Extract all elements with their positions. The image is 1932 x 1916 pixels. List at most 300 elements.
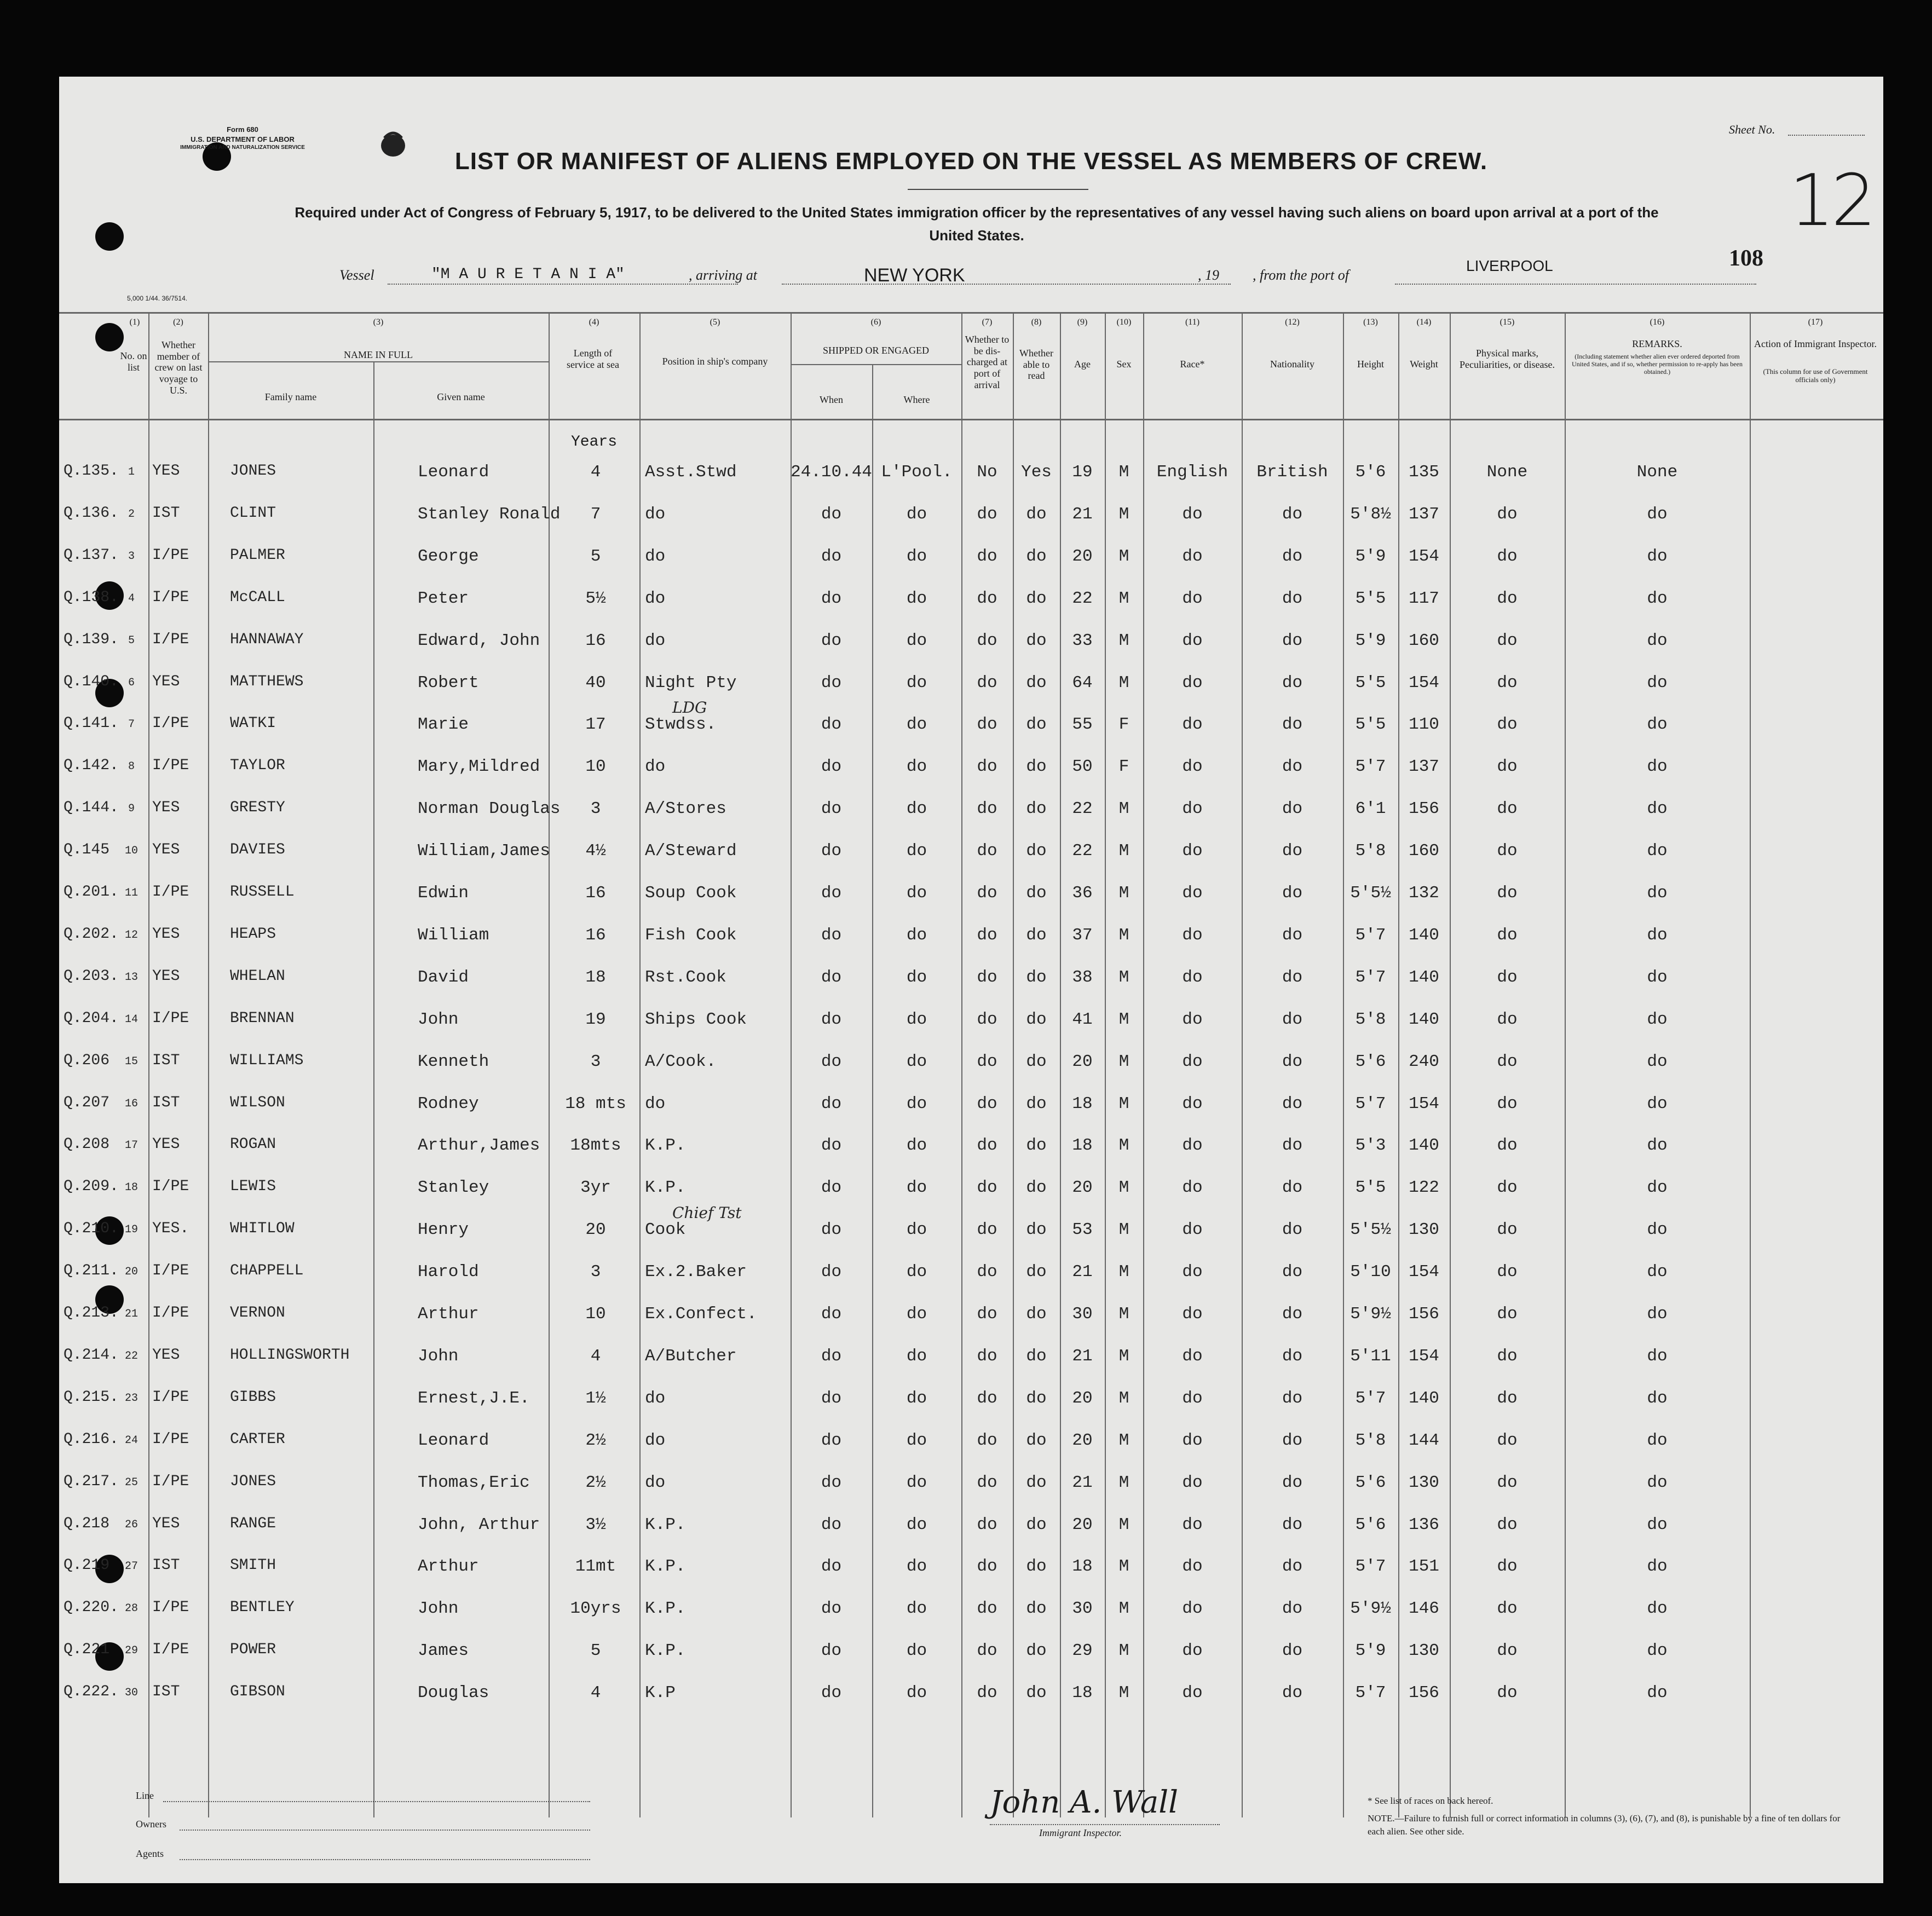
cell-discharged: do xyxy=(977,1515,997,1534)
cell-length-of-service: 10yrs xyxy=(570,1599,621,1619)
cell-able-to-read: do xyxy=(1026,799,1047,819)
col-header-last-voyage: Whether member of crew on last voyage to U.S. xyxy=(154,339,203,396)
cell-sex: M xyxy=(1118,1683,1129,1703)
cell-race: do xyxy=(1182,1052,1203,1071)
cell-nationality: do xyxy=(1282,1178,1303,1198)
cell-row-ref: Q.220. xyxy=(64,1599,119,1617)
cell-nationality: do xyxy=(1282,1220,1303,1240)
cell-age: 30 xyxy=(1072,1305,1093,1324)
inspector-label: Immigrant Inspector. xyxy=(1039,1827,1122,1838)
cell-able-to-read: do xyxy=(1026,1346,1047,1366)
cell-weight: 132 xyxy=(1409,884,1439,903)
print-code: 5,000 1/44. 36/7514. xyxy=(127,295,188,302)
cell-position: Fish Cook xyxy=(645,925,737,945)
cell-row-number: 5 xyxy=(128,634,135,647)
cell-family-name: POWER xyxy=(230,1641,276,1659)
cell-shipped-when: do xyxy=(821,1178,842,1198)
cell-sex: M xyxy=(1118,1305,1129,1324)
cell-physical-marks: do xyxy=(1497,1009,1518,1029)
cell-age: 41 xyxy=(1072,1009,1093,1029)
cell-family-name: CARTER xyxy=(230,1430,285,1448)
cell-sex: M xyxy=(1118,1220,1129,1240)
cell-age: 22 xyxy=(1072,799,1093,819)
cell-family-name: HOLLINGSWORTH xyxy=(230,1346,350,1364)
cell-nationality: do xyxy=(1282,1009,1303,1029)
cell-given-name: Thomas,Eric xyxy=(418,1473,530,1492)
cell-weight: 156 xyxy=(1409,799,1439,819)
cell-remarks: do xyxy=(1647,1388,1668,1408)
cell-position-note: LDG xyxy=(672,699,707,717)
cell-physical-marks: do xyxy=(1497,1136,1518,1156)
cell-remarks: do xyxy=(1647,884,1668,903)
cell-weight: 240 xyxy=(1409,1052,1439,1071)
cell-member-last-voyage: YES xyxy=(152,925,180,943)
cell-member-last-voyage: I/PE xyxy=(152,757,189,775)
cell-family-name: JONES xyxy=(230,463,276,480)
cell-discharged: do xyxy=(977,884,997,903)
cell-discharged: do xyxy=(977,504,997,524)
cell-able-to-read: do xyxy=(1026,1178,1047,1198)
cell-discharged: do xyxy=(977,546,997,566)
cell-discharged: No xyxy=(977,463,997,482)
cell-age: 21 xyxy=(1072,504,1093,524)
cell-remarks: do xyxy=(1647,1557,1668,1577)
cell-row-number: 20 xyxy=(124,1266,138,1279)
cell-race: do xyxy=(1182,1220,1203,1240)
cell-given-name: William,James xyxy=(418,841,550,861)
col-header-when: When xyxy=(820,394,843,405)
cell-remarks: do xyxy=(1647,504,1668,524)
cell-age: 30 xyxy=(1072,1599,1093,1619)
cell-sex: M xyxy=(1118,1262,1129,1282)
cell-physical-marks: do xyxy=(1497,884,1518,903)
cell-shipped-when: do xyxy=(821,1683,842,1703)
cell-row-number: 17 xyxy=(124,1139,138,1152)
col-header-length-of-service: Length of service at sea xyxy=(567,348,619,370)
table-row xyxy=(59,673,1883,715)
cell-length-of-service: 18 mts xyxy=(565,1094,626,1113)
table-row xyxy=(59,589,1883,631)
cell-family-name: SMITH xyxy=(230,1557,276,1574)
cell-row-number: 8 xyxy=(128,760,135,774)
col-header-height: Height xyxy=(1357,359,1384,370)
cell-nationality: do xyxy=(1282,1683,1303,1703)
cell-position-note: Chief Tst xyxy=(672,1204,742,1222)
cell-position: K.P xyxy=(645,1683,676,1703)
cell-race: do xyxy=(1182,1346,1203,1366)
cell-shipped-where: do xyxy=(906,1683,927,1703)
table-row xyxy=(59,1683,1883,1725)
cell-length-of-service: 3½ xyxy=(585,1515,606,1534)
cell-sex: M xyxy=(1118,673,1129,692)
cell-given-name: Arthur xyxy=(418,1305,479,1324)
cell-family-name: CHAPPELL xyxy=(230,1262,304,1280)
cell-age: 55 xyxy=(1072,715,1093,735)
cell-shipped-when: do xyxy=(821,1388,842,1408)
cell-discharged: do xyxy=(977,1430,997,1450)
cell-race: do xyxy=(1182,884,1203,903)
cell-row-number: 7 xyxy=(128,718,135,731)
cell-row-ref: Q.135. xyxy=(64,463,119,480)
cell-row-ref: Q.215. xyxy=(64,1388,119,1406)
cell-sex: M xyxy=(1118,1473,1129,1492)
cell-physical-marks: do xyxy=(1497,1683,1518,1703)
cell-age: 36 xyxy=(1072,884,1093,903)
cell-row-number: 6 xyxy=(128,676,135,689)
cell-race: do xyxy=(1182,1305,1203,1324)
cell-physical-marks: do xyxy=(1497,1599,1518,1619)
cell-age: 19 xyxy=(1072,463,1093,482)
cell-nationality: do xyxy=(1282,588,1303,608)
cell-shipped-where: do xyxy=(906,1599,927,1619)
cell-position: do xyxy=(645,546,666,566)
cell-height: 5'7 xyxy=(1355,967,1386,987)
service-name: IMMIGRATION AND NATURALIZATION SERVICE xyxy=(180,145,305,151)
cell-position: K.P. xyxy=(645,1178,686,1198)
cell-length-of-service: 3 xyxy=(590,799,601,819)
cell-family-name: JONES xyxy=(230,1473,276,1490)
cell-position: K.P. xyxy=(645,1641,686,1661)
cell-able-to-read: do xyxy=(1026,1641,1047,1661)
cell-length-of-service: 10 xyxy=(585,757,606,777)
cell-row-ref: Q.207 xyxy=(64,1094,110,1111)
cell-shipped-when: do xyxy=(821,799,842,819)
cell-shipped-where: do xyxy=(906,588,927,608)
cell-nationality: do xyxy=(1282,1052,1303,1071)
cell-remarks: do xyxy=(1647,1430,1668,1450)
cell-able-to-read: do xyxy=(1026,1388,1047,1408)
cell-discharged: do xyxy=(977,967,997,987)
cell-height: 5'7 xyxy=(1355,757,1386,777)
cell-row-ref: Q.137. xyxy=(64,546,119,564)
cell-length-of-service: 40 xyxy=(585,673,606,692)
col-number: (12) xyxy=(1285,318,1300,327)
cell-race: do xyxy=(1182,1178,1203,1198)
cell-shipped-where: do xyxy=(906,1136,927,1156)
col-number: (2) xyxy=(173,318,183,327)
table-row xyxy=(59,463,1883,504)
cell-height: 5'8 xyxy=(1355,1430,1386,1450)
cell-able-to-read: do xyxy=(1026,1094,1047,1113)
cell-row-ref: Q.138. xyxy=(64,588,119,606)
cell-position: A/Cook. xyxy=(645,1052,717,1071)
cell-physical-marks: do xyxy=(1497,1220,1518,1240)
cell-sex: M xyxy=(1118,1178,1129,1198)
cell-physical-marks: do xyxy=(1497,1641,1518,1661)
cell-discharged: do xyxy=(977,757,997,777)
cell-height: 5'6 xyxy=(1355,1473,1386,1492)
cell-shipped-when: do xyxy=(821,504,842,524)
cell-nationality: do xyxy=(1282,799,1303,819)
cell-row-number: 23 xyxy=(124,1392,138,1405)
cell-able-to-read: do xyxy=(1026,1009,1047,1029)
line-label: Line xyxy=(136,1790,154,1801)
form-number: Form 680 xyxy=(227,125,258,134)
cell-length-of-service: 4 xyxy=(590,1683,601,1703)
cell-weight: 130 xyxy=(1409,1641,1439,1661)
col-header-able-to-read: Whether able to read xyxy=(1019,348,1053,382)
cell-able-to-read: do xyxy=(1026,546,1047,566)
cell-physical-marks: do xyxy=(1497,1262,1518,1282)
cell-shipped-when: do xyxy=(821,1136,842,1156)
cell-given-name: Peter xyxy=(418,588,469,608)
cell-row-number: 4 xyxy=(128,592,135,605)
cell-family-name: WILLIAMS xyxy=(230,1052,304,1069)
cell-member-last-voyage: I/PE xyxy=(152,1473,189,1490)
cell-family-name: HEAPS xyxy=(230,925,276,943)
cell-able-to-read: do xyxy=(1026,1220,1047,1240)
cell-weight: 151 xyxy=(1409,1557,1439,1577)
col-number: (9) xyxy=(1077,318,1088,327)
cell-race: do xyxy=(1182,715,1203,735)
cell-nationality: do xyxy=(1282,1515,1303,1534)
cell-sex: M xyxy=(1118,1557,1129,1577)
cell-member-last-voyage: I/PE xyxy=(152,546,189,564)
cell-shipped-when: do xyxy=(821,1220,842,1240)
cell-age: 18 xyxy=(1072,1136,1093,1156)
cell-shipped-where: do xyxy=(906,757,927,777)
cell-position: Cook xyxy=(645,1220,686,1240)
cell-remarks: do xyxy=(1647,1641,1668,1661)
manifest-sheet xyxy=(59,77,1883,1883)
cell-weight: 156 xyxy=(1409,1683,1439,1703)
cell-remarks: do xyxy=(1647,1599,1668,1619)
cell-member-last-voyage: IST xyxy=(152,1557,180,1574)
cell-shipped-when: do xyxy=(821,1009,842,1029)
cell-length-of-service: 20 xyxy=(585,1220,606,1240)
cell-length-of-service: 16 xyxy=(585,631,606,650)
cell-height: 5'9 xyxy=(1355,1641,1386,1661)
cell-position: K.P. xyxy=(645,1515,686,1534)
cell-physical-marks: do xyxy=(1497,799,1518,819)
cell-shipped-where: do xyxy=(906,1052,927,1071)
cell-able-to-read: do xyxy=(1026,1473,1047,1492)
cell-row-ref: Q.208 xyxy=(64,1136,110,1153)
cell-shipped-when: do xyxy=(821,588,842,608)
cell-race: do xyxy=(1182,1599,1203,1619)
cell-row-ref: Q.217. xyxy=(64,1473,119,1490)
cell-nationality: do xyxy=(1282,841,1303,861)
cell-nationality: do xyxy=(1282,1557,1303,1577)
col-number: (15) xyxy=(1500,318,1515,327)
cell-physical-marks: do xyxy=(1497,925,1518,945)
cell-shipped-where: do xyxy=(906,1178,927,1198)
page-subtitle: Required under Act of Congress of February 5, 1917, to be delivered to the United States immigration officer by the representatives of any vessel having such aliens on board upon arrival at a port of the United States. xyxy=(295,204,1659,244)
cell-weight: 140 xyxy=(1409,1388,1439,1408)
cell-member-last-voyage: IST xyxy=(152,504,180,522)
cell-nationality: do xyxy=(1282,1641,1303,1661)
table-row xyxy=(59,1389,1883,1430)
cell-discharged: do xyxy=(977,841,997,861)
cell-given-name: David xyxy=(418,967,469,987)
cell-discharged: do xyxy=(977,588,997,608)
col-header-weight: Weight xyxy=(1410,359,1438,370)
cell-race: do xyxy=(1182,1515,1203,1534)
cell-sex: M xyxy=(1118,1052,1129,1071)
cell-family-name: DAVIES xyxy=(230,841,285,859)
cell-remarks: do xyxy=(1647,1136,1668,1156)
cell-row-ref: Q.136. xyxy=(64,504,119,522)
cell-length-of-service: 4 xyxy=(590,463,601,482)
cell-shipped-where: do xyxy=(906,546,927,566)
cell-remarks: do xyxy=(1647,1052,1668,1071)
cell-nationality: do xyxy=(1282,1346,1303,1366)
cell-length-of-service: 5 xyxy=(590,1641,601,1661)
cell-nationality: British xyxy=(1256,463,1328,482)
cell-length-of-service: 18 xyxy=(585,967,606,987)
cell-able-to-read: do xyxy=(1026,1557,1047,1577)
cell-given-name: Mary,Mildred xyxy=(418,757,540,777)
cell-family-name: WILSON xyxy=(230,1094,285,1111)
department-name: U.S. DEPARTMENT OF LABOR xyxy=(191,135,295,143)
cell-position: A/Steward xyxy=(645,841,737,861)
cell-shipped-when: do xyxy=(821,841,842,861)
table-row xyxy=(59,1431,1883,1473)
cell-row-number: 9 xyxy=(128,803,135,816)
cell-weight: 160 xyxy=(1409,841,1439,861)
cell-weight: 140 xyxy=(1409,1136,1439,1156)
cell-member-last-voyage: YES xyxy=(152,841,180,859)
cell-race: do xyxy=(1182,967,1203,987)
cell-physical-marks: do xyxy=(1497,1430,1518,1450)
table-row xyxy=(59,757,1883,799)
table-row xyxy=(59,968,1883,1009)
cell-sex: M xyxy=(1118,884,1129,903)
table-row xyxy=(59,884,1883,925)
cell-given-name: John xyxy=(418,1346,459,1366)
cell-length-of-service: 5 xyxy=(590,546,601,566)
cell-able-to-read: do xyxy=(1026,504,1047,524)
cell-row-ref: Q.211. xyxy=(64,1262,119,1280)
cell-remarks: do xyxy=(1647,1305,1668,1324)
cell-height: 5'9 xyxy=(1355,631,1386,650)
cell-given-name: Stanley Ronald xyxy=(418,504,561,524)
cell-age: 37 xyxy=(1072,925,1093,945)
cell-position: do xyxy=(645,504,666,524)
cell-physical-marks: do xyxy=(1497,673,1518,692)
cell-nationality: do xyxy=(1282,967,1303,987)
cell-position: Ex.2.Baker xyxy=(645,1262,747,1282)
cell-physical-marks: do xyxy=(1497,546,1518,566)
cell-family-name: BRENNAN xyxy=(230,1009,295,1027)
cell-shipped-when: do xyxy=(821,884,842,903)
cell-age: 53 xyxy=(1072,1220,1093,1240)
cell-able-to-read: do xyxy=(1026,631,1047,650)
cell-row-ref: Q.203. xyxy=(64,967,119,985)
cell-length-of-service: 3 xyxy=(590,1262,601,1282)
cell-family-name: TAYLOR xyxy=(230,757,285,775)
col-header-physical-marks: Physical marks, Peculiarities, or disease. xyxy=(1460,348,1555,370)
cell-physical-marks: do xyxy=(1497,1557,1518,1577)
table-row xyxy=(59,1052,1883,1094)
cell-sex: M xyxy=(1118,1009,1129,1029)
cell-row-ref: Q.216. xyxy=(64,1430,119,1448)
cell-weight: 110 xyxy=(1409,715,1439,735)
cell-race: do xyxy=(1182,1473,1203,1492)
table-row xyxy=(59,1136,1883,1178)
cell-discharged: do xyxy=(977,799,997,819)
cell-family-name: MATTHEWS xyxy=(230,673,304,690)
cell-row-ref: Q.214. xyxy=(64,1346,119,1364)
cell-sex: M xyxy=(1118,841,1129,861)
cell-shipped-where: do xyxy=(906,673,927,692)
cell-discharged: do xyxy=(977,1473,997,1492)
cell-position: Soup Cook xyxy=(645,884,737,903)
cell-age: 20 xyxy=(1072,546,1093,566)
cell-position: do xyxy=(645,1094,666,1113)
cell-discharged: do xyxy=(977,1599,997,1619)
cell-length-of-service: 3 xyxy=(590,1052,601,1071)
cell-physical-marks: do xyxy=(1497,715,1518,735)
cell-member-last-voyage: YES xyxy=(152,1136,180,1153)
cell-physical-marks: do xyxy=(1497,967,1518,987)
cell-discharged: do xyxy=(977,1305,997,1324)
cell-member-last-voyage: I/PE xyxy=(152,1430,189,1448)
cell-remarks: do xyxy=(1647,1220,1668,1240)
cell-row-ref: Q.221 xyxy=(64,1641,110,1659)
cell-sex: M xyxy=(1118,1515,1129,1534)
cell-shipped-where: do xyxy=(906,1346,927,1366)
cell-sex: M xyxy=(1118,1430,1129,1450)
cell-length-of-service: 16 xyxy=(585,925,606,945)
cell-given-name: Leonard xyxy=(418,463,489,482)
cell-shipped-when: do xyxy=(821,967,842,987)
cell-length-of-service: 1½ xyxy=(585,1388,606,1408)
cell-shipped-where: do xyxy=(906,967,927,987)
cell-member-last-voyage: YES xyxy=(152,673,180,690)
cell-physical-marks: do xyxy=(1497,631,1518,650)
cell-nationality: do xyxy=(1282,1305,1303,1324)
cell-height: 5'5½ xyxy=(1350,884,1391,903)
cell-shipped-when: do xyxy=(821,1641,842,1661)
cell-able-to-read: do xyxy=(1026,1305,1047,1324)
cell-shipped-where: do xyxy=(906,1220,927,1240)
cell-shipped-when: 24.10.44 xyxy=(791,463,872,482)
cell-weight: 136 xyxy=(1409,1515,1439,1534)
cell-physical-marks: do xyxy=(1497,588,1518,608)
cell-nationality: do xyxy=(1282,715,1303,735)
cell-able-to-read: do xyxy=(1026,1599,1047,1619)
col-header-inspector-note: (This column for use of Government officials only) xyxy=(1763,367,1868,384)
cell-shipped-when: do xyxy=(821,1599,842,1619)
table-row xyxy=(59,1178,1883,1220)
cell-position: Ships Cook xyxy=(645,1009,747,1029)
cell-family-name: GRESTY xyxy=(230,799,285,817)
cell-family-name: RANGE xyxy=(230,1515,276,1532)
cell-weight: 140 xyxy=(1409,925,1439,945)
cell-shipped-where: do xyxy=(906,1557,927,1577)
cell-height: 5'8 xyxy=(1355,841,1386,861)
col-header-inspector-action: Action of Immigrant Inspector. xyxy=(1754,338,1877,349)
cell-row-number: 21 xyxy=(124,1308,138,1320)
cell-position: do xyxy=(645,588,666,608)
cell-nationality: do xyxy=(1282,1430,1303,1450)
cell-shipped-when: do xyxy=(821,757,842,777)
col-number: (10) xyxy=(1116,318,1132,327)
cell-sex: M xyxy=(1118,1599,1129,1619)
cell-given-name: Henry xyxy=(418,1220,469,1240)
vessel-name: "M A U R E T A N I A" xyxy=(431,266,625,283)
cell-discharged: do xyxy=(977,1557,997,1577)
cell-race: do xyxy=(1182,588,1203,608)
cell-shipped-where: do xyxy=(906,504,927,524)
table-row xyxy=(59,1515,1883,1557)
cell-able-to-read: do xyxy=(1026,1262,1047,1282)
col-header-given-name: Given name xyxy=(437,391,485,402)
cell-sex: F xyxy=(1118,757,1129,777)
cell-height: 5'8½ xyxy=(1350,504,1391,524)
col-header-remarks: REMARKS. xyxy=(1632,338,1682,349)
